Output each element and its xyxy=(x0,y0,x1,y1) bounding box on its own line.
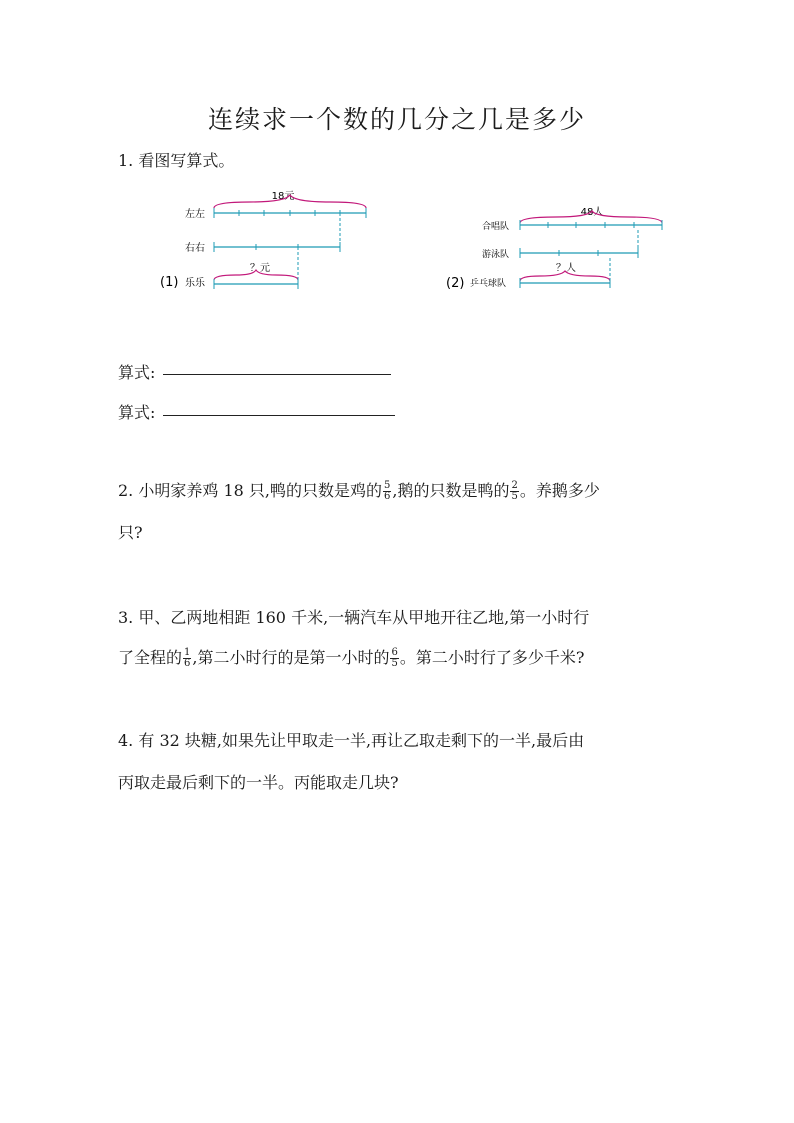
diagram-1-row-3-label: 乐乐 xyxy=(185,278,205,289)
diagram-2-prefix: (2) xyxy=(446,276,465,291)
fraction-5-6 xyxy=(383,481,391,502)
question-2-line-1 xyxy=(118,481,600,502)
diagram-1-row-1-label: 左左 xyxy=(185,209,205,220)
fraction-denominator: 5 xyxy=(511,491,518,502)
page-title: 连续求一个数的几分之几是多少 xyxy=(207,105,586,134)
diagram-2-row-3-label: 乒乓球队 xyxy=(470,279,507,289)
diagram-2-total-label: 48人 xyxy=(580,207,604,218)
question-3-line-1: 3. 甲、乙两地相距 160 千米,一辆汽车从甲地开往乙地,第一小时行 xyxy=(118,608,590,627)
fraction-numerator: 2 xyxy=(511,480,518,491)
question-2-text-c: 。养鹅多少 xyxy=(519,481,600,500)
diagram-2 xyxy=(440,195,670,295)
diagram-2-unknown-label: ？人 xyxy=(556,263,576,274)
question-1-heading: 1. 看图写算式。 xyxy=(118,151,235,170)
question-3-text-a: 了全程的 xyxy=(118,648,183,667)
diagram-1-unknown-label: ？元 xyxy=(250,263,270,274)
equation-answer-line-1[interactable] xyxy=(163,373,391,375)
question-3-text-c: 。第二小时行了多少千米? xyxy=(399,648,585,667)
fraction-denominator: 5 xyxy=(391,658,398,669)
equation-answer-line-2[interactable] xyxy=(163,414,395,416)
diagram-2-row-1-label: 合唱队 xyxy=(482,222,510,232)
diagram-1-prefix: (1) xyxy=(160,275,179,290)
fraction-6-5 xyxy=(390,648,398,669)
fraction-denominator: 6 xyxy=(383,491,391,502)
question-2-line-2: 只? xyxy=(118,523,143,542)
fraction-numerator: 6 xyxy=(391,647,398,658)
question-2-text-b: ,鹅的只数是鸭的 xyxy=(392,481,510,500)
fraction-2-5 xyxy=(510,481,518,502)
question-4-line-2: 丙取走最后剩下的一半。丙能取走几块? xyxy=(118,773,399,792)
question-3-text-b: ,第二小时行的是第一小时的 xyxy=(192,648,390,667)
question-4-line-1: 4. 有 32 块糖,如果先让甲取走一半,再让乙取走剩下的一半,最后由 xyxy=(118,731,585,750)
diagram-2-row-2-label: 游泳队 xyxy=(482,250,510,260)
fraction-numerator: 1 xyxy=(184,647,191,658)
diagram-1-row-2-label: 右右 xyxy=(185,243,205,254)
fraction-denominator: 6 xyxy=(184,658,191,669)
fraction-1-6 xyxy=(183,648,191,669)
fraction-numerator: 5 xyxy=(383,480,391,491)
equation-label-1: 算式: xyxy=(118,363,156,382)
question-3-line-2 xyxy=(118,648,584,669)
question-2-text-a: 2. 小明家养鸡 18 只,鸭的只数是鸡的 xyxy=(118,481,382,500)
equation-label-2: 算式: xyxy=(118,403,156,422)
diagram-1-total-label: 18元 xyxy=(271,191,295,202)
diagram-1 xyxy=(150,180,380,295)
